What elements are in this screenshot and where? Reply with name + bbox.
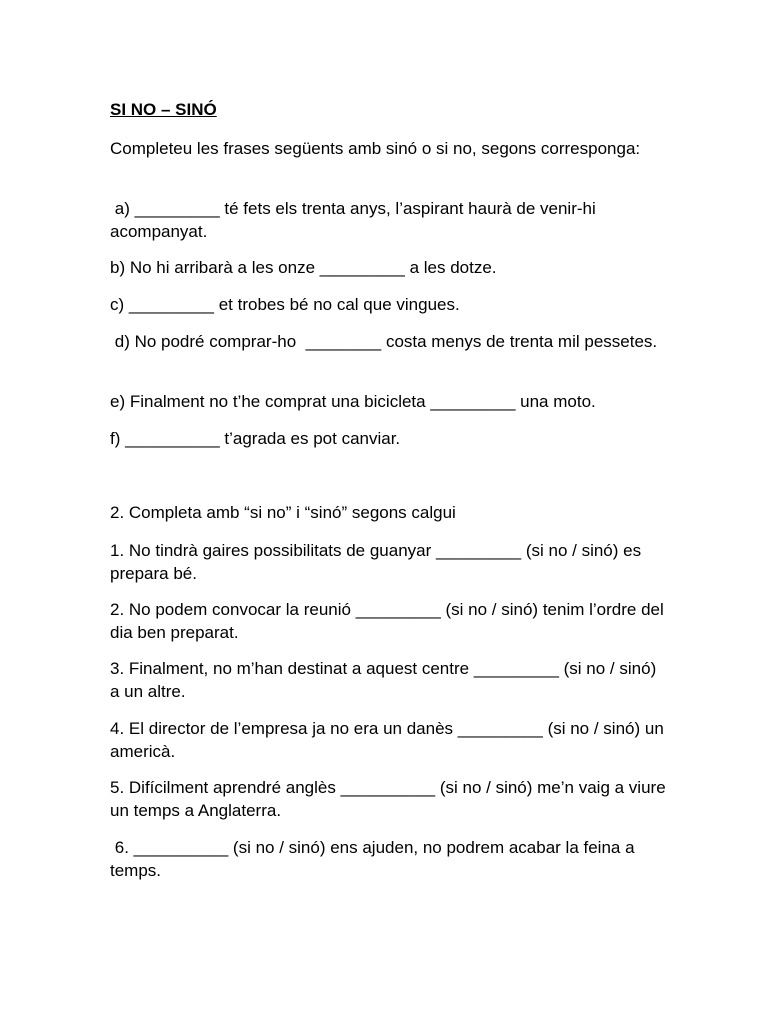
exercise-item-c: c) _________ et trobes bé no cal que vingues. — [110, 295, 460, 314]
exercise-item-4: 4. El director de l’empresa ja no era un danès _________ (si no / sinó) un americà. — [110, 719, 669, 761]
exercise-item-2: 2. No podem convocar la reunió _________ (si no / sinó) tenim l’ordre del dia ben preparat. — [110, 600, 669, 642]
exercise-item-f: f) __________ t’agrada es pot canviar. — [110, 429, 401, 448]
exercise-item-a: a) _________ té fets els trenta anys, l’aspirant haurà de venir-hi acompanyat. — [110, 199, 601, 241]
exercise-item-6: 6. __________ (si no / sinó) ens ajuden, no podrem acabar la feina a temps. — [110, 838, 640, 880]
exercise-item-e: e) Finalment no t’he comprat una bicicleta _________ una moto. — [110, 392, 596, 411]
exercise-item-b: b) No hi arribarà a les onze _________ a les dotze. — [110, 258, 497, 277]
exercise-item-d: d) No podré comprar-ho ________ costa menys de trenta mil pessetes. — [110, 332, 658, 351]
page-title: SI NO – SINÓ — [110, 100, 217, 119]
section-2-heading: 2. Completa amb “si no” i “sinó” segons calgui — [110, 503, 456, 522]
exercise-item-1: 1. No tindrà gaires possibilitats de guanyar _________ (si no / sinó) es prepara bé. — [110, 541, 646, 583]
exercise-item-3: 3. Finalment, no m’han destinat a aquest centre _________ (si no / sinó) a un altre. — [110, 659, 661, 701]
exercise-item-5: 5. Difícilment aprendré anglès __________ (si no / sinó) me’n vaig a viure un temps a Anglaterra. — [110, 778, 671, 820]
instructions: Completeu les frases següents amb sinó o si no, segons corresponga: — [110, 139, 641, 158]
